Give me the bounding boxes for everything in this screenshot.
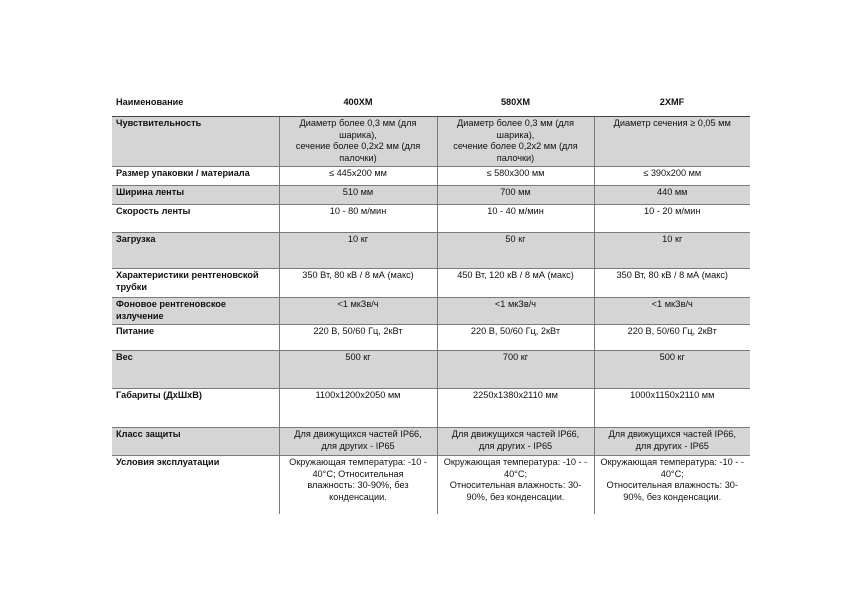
specs-table xyxy=(112,96,750,514)
header-580xm: 580XM xyxy=(437,96,594,117)
table-cell: 220 В, 50/60 Гц, 2кВт xyxy=(594,325,750,351)
table-row xyxy=(112,205,750,233)
header-2xmf: 2XMF xyxy=(594,96,750,117)
table-row xyxy=(112,325,750,351)
row-label: Питание xyxy=(112,325,279,351)
row-label: Размер упаковки / материала xyxy=(112,167,279,186)
table-row xyxy=(112,456,750,514)
row-label: Чувствительность xyxy=(112,117,279,167)
table-row xyxy=(112,186,750,205)
table-cell: <1 мкЗв/ч xyxy=(437,298,594,325)
table-cell: 1100x1200x2050 мм xyxy=(279,389,437,428)
table-cell: 10 - 80 м/мин xyxy=(279,205,437,233)
table-cell: 450 Вт, 120 кВ / 8 мА (макс) xyxy=(437,269,594,298)
row-label: Характеристики рентгеновской трубки xyxy=(112,269,279,298)
table-cell: <1 мкЗв/ч xyxy=(279,298,437,325)
table-cell: ≤ 445x200 мм xyxy=(279,167,437,186)
header-row xyxy=(112,96,750,117)
table-cell: Диаметр сечения ≥ 0,05 мм xyxy=(594,117,750,167)
specs-table-body xyxy=(112,117,750,514)
row-label: Загрузка xyxy=(112,233,279,269)
table-row xyxy=(112,351,750,389)
table-row xyxy=(112,167,750,186)
table-cell: 10 кг xyxy=(279,233,437,269)
specs-table-header xyxy=(112,96,750,117)
row-label: Габариты (ДхШхВ) xyxy=(112,389,279,428)
table-cell: 2250x1380x2110 мм xyxy=(437,389,594,428)
row-label: Скорость ленты xyxy=(112,205,279,233)
table-row xyxy=(112,233,750,269)
row-label: Условия эксплуатации xyxy=(116,457,220,467)
table-cell: 10 - 40 м/мин xyxy=(437,205,594,233)
table-cell: 1000x1150x2110 мм xyxy=(594,389,750,428)
table-cell: Окружающая температура: -10 - 40°C; Относительная влажность: 30-90%, без конденсации. xyxy=(279,456,437,514)
table-cell: 500 кг xyxy=(279,351,437,389)
table-cell: 50 кг xyxy=(437,233,594,269)
table-cell: <1 мкЗв/ч xyxy=(594,298,750,325)
row-label: Фоновое рентгеновское излучение xyxy=(112,298,279,325)
table-cell: 10 - 20 м/мин xyxy=(594,205,750,233)
header-400xm: 400XM xyxy=(279,96,437,117)
table-cell: 510 мм xyxy=(279,186,437,205)
table-cell: 440 мм xyxy=(594,186,750,205)
row-label: Вес xyxy=(112,351,279,389)
row-label: Ширина ленты xyxy=(112,186,279,205)
table-cell: 220 В, 50/60 Гц, 2кВт xyxy=(279,325,437,351)
table-row xyxy=(112,117,750,167)
table-cell: ≤ 580x300 мм xyxy=(437,167,594,186)
table-row xyxy=(112,298,750,325)
table-cell: 10 кг xyxy=(594,233,750,269)
table-cell: 700 кг xyxy=(437,351,594,389)
table-cell: Окружающая температура: -10 - - 40°C; Относительная влажность: 30- 90%, без конденсации. xyxy=(437,456,594,514)
table-cell: 700 мм xyxy=(437,186,594,205)
table-cell: 220 В, 50/60 Гц, 2кВт xyxy=(437,325,594,351)
row-label: Класс защиты xyxy=(112,428,279,456)
table-cell: 350 Вт, 80 кВ / 8 мА (макс) xyxy=(279,269,437,298)
header-name: Наименование xyxy=(112,96,279,117)
table-cell: Для движущихся частей IP66, для других - IP65 xyxy=(279,428,437,456)
table-cell: Диаметр более 0,3 мм (для шарика), сечение более 0,2х2 мм (для палочки) xyxy=(437,117,594,167)
table-cell: Для движущихся частей IP66, для других - IP65 xyxy=(594,428,750,456)
table-cell: Окружающая температура: -10 - - 40°C; Относительная влажность: 30- 90%, без конденсации. xyxy=(594,456,750,514)
table-cell: Для движущихся частей IP66, для других - IP65 xyxy=(437,428,594,456)
table-cell: 350 Вт, 80 кВ / 8 мА (макс) xyxy=(594,269,750,298)
table-cell: 500 кг xyxy=(594,351,750,389)
table-cell: Диаметр более 0,3 мм (для шарика), сечение более 0,2х2 мм (для палочки) xyxy=(279,117,437,167)
table-row xyxy=(112,428,750,456)
table-row xyxy=(112,389,750,428)
table-cell: ≤ 390x200 мм xyxy=(594,167,750,186)
table-row xyxy=(112,269,750,298)
